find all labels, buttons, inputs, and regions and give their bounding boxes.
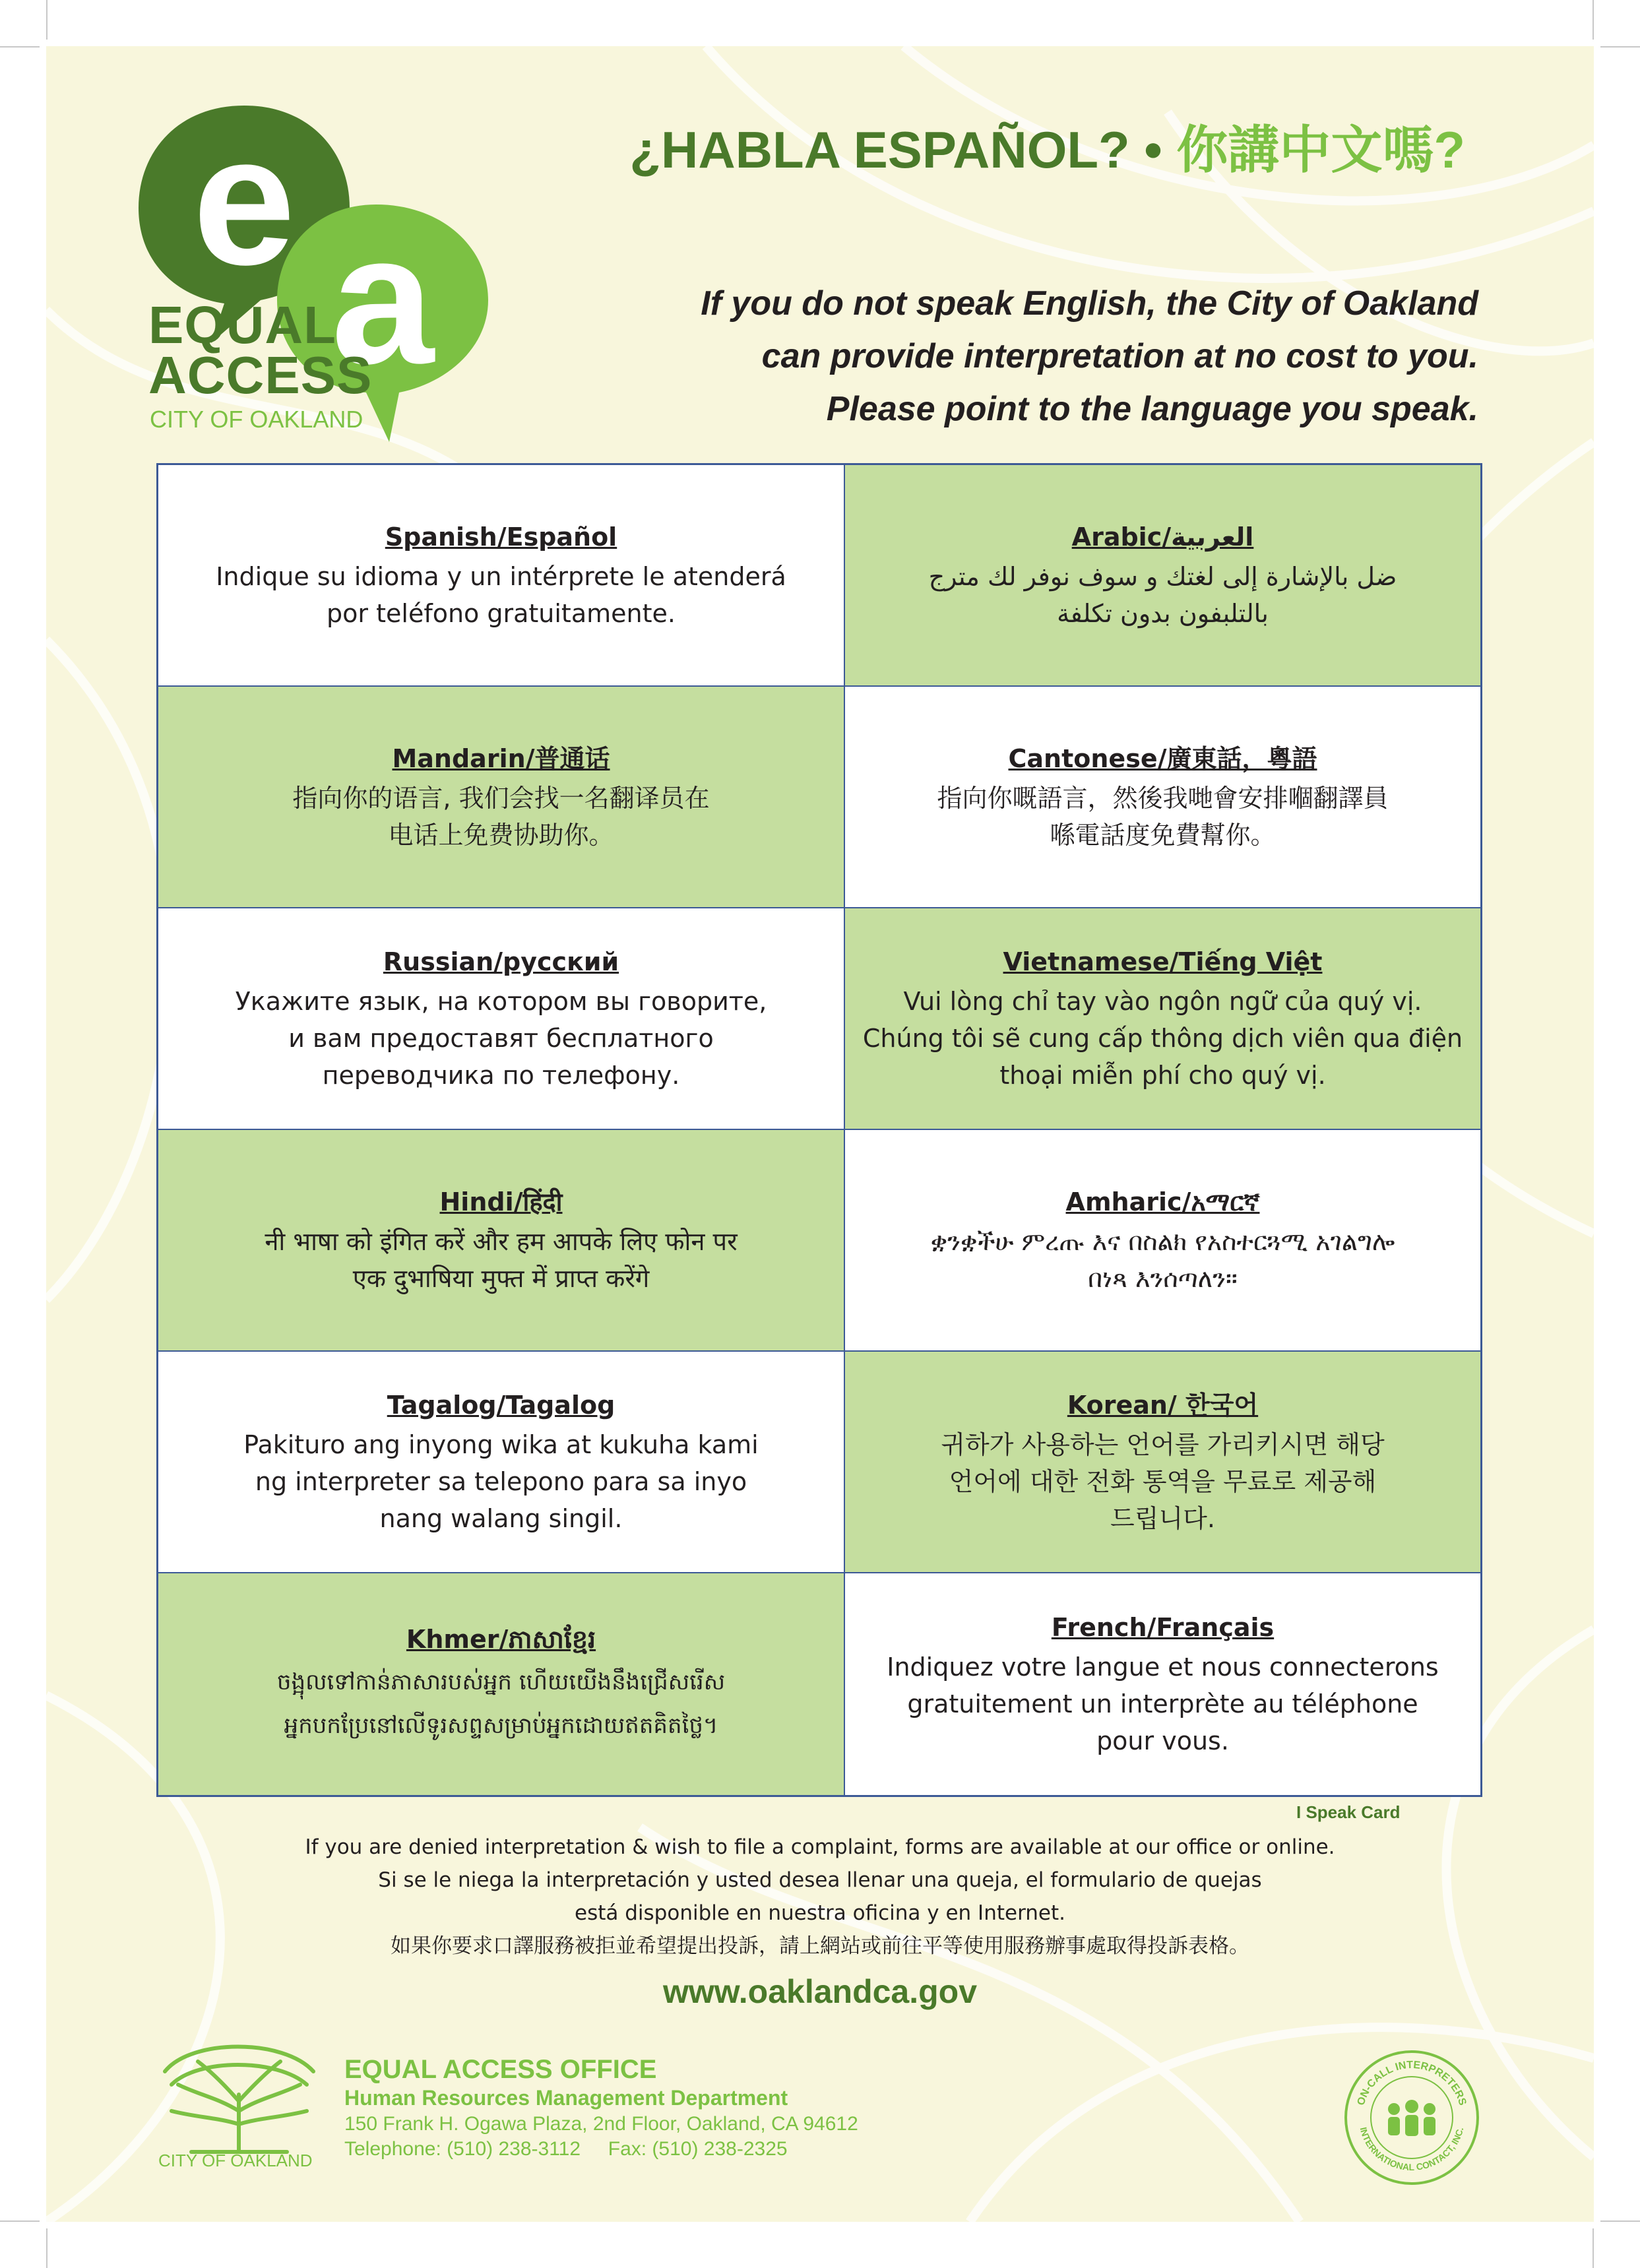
intro-line: can provide interpretation at no cost to you. bbox=[761, 337, 1478, 375]
office-info bbox=[344, 2055, 858, 2162]
logo-line1: EQUAL bbox=[148, 296, 336, 354]
website-link[interactable]: www.oaklandca.gov bbox=[662, 1973, 978, 2010]
language-cell-korean[interactable] bbox=[845, 1352, 1480, 1573]
title-separator: • bbox=[1144, 121, 1162, 179]
language-message: नी भाषा को इंगित करें और हम आपके लिए फोन पर एक दुभाषिया मुफ्त में प्राप्त करेंगे bbox=[265, 1227, 738, 1293]
language-cell-arabic[interactable] bbox=[845, 465, 1480, 687]
oak-tree-icon bbox=[152, 2032, 327, 2164]
office-fax: Fax: (510) 238-2325 bbox=[608, 2138, 788, 2160]
notice-line: Si se le niega la interpretación y usted desea llenar una queja, el formulario de quejas bbox=[378, 1868, 1262, 1892]
notice-line: está disponible en nuestra oficina y en Internet. bbox=[575, 1901, 1065, 1925]
page-title bbox=[629, 109, 1465, 183]
complaint-notice bbox=[46, 1831, 1594, 1963]
language-message: Pakituro ang inyong wika at kukuha kami ng interpreter sa telepono para sa inyo nang walang singil. bbox=[243, 1430, 759, 1533]
language-label: Tagalog/Tagalog bbox=[387, 1391, 615, 1420]
language-label: Vietnamese/Tiếng Việt bbox=[1003, 947, 1323, 976]
language-label: Hindi/हिंदी bbox=[439, 1187, 563, 1216]
crop-mark bbox=[1593, 0, 1594, 40]
language-label: Cantonese/廣東話，粵語 bbox=[1008, 744, 1317, 773]
language-message: 귀하가 사용하는 언어를 가리키시면 해당 언어에 대한 전화 통역을 무료로 제공해 드립니다. bbox=[941, 1430, 1385, 1533]
office-address: 150 Frank H. Ogawa Plaza, 2nd Floor, Oakland, CA 94612 bbox=[344, 2113, 858, 2135]
language-cell-russian[interactable] bbox=[158, 908, 845, 1130]
language-message: ចង្អុលទៅកាន់ភាសារបស់អ្នក ហើយយើងនឹងជ្រើសរើស អ្នកបកប្រែនៅលើទូរសព្ទសម្រាប់អ្នកដោយឥតគិតថ្លៃ។ bbox=[276, 1669, 726, 1739]
crop-mark bbox=[46, 0, 47, 40]
language-cell-tagalog[interactable] bbox=[158, 1352, 845, 1573]
language-message: ቋንቋችሁ ምረጡ እና በስልክ የአስተርጓሚ አገልግሎ በነጻ እንሰጣለን። bbox=[930, 1227, 1395, 1293]
language-label: Mandarin/普通话 bbox=[392, 744, 610, 773]
logo-line2: ACCESS bbox=[148, 346, 373, 404]
language-label: Korean/ 한국어 bbox=[1067, 1391, 1259, 1420]
language-message: Indique su idioma y un intérprete le atenderá por teléfono gratuitamente. bbox=[216, 562, 786, 628]
language-cell-french[interactable] bbox=[845, 1573, 1480, 1795]
crop-mark bbox=[1593, 2228, 1594, 2268]
office-title: EQUAL ACCESS OFFICE bbox=[344, 2055, 657, 2084]
logo-letter-a: a bbox=[331, 197, 434, 402]
language-cell-vietnamese[interactable] bbox=[845, 908, 1480, 1130]
office-phone-fax bbox=[344, 2137, 858, 2162]
interpreter-seal-icon bbox=[1342, 2048, 1481, 2187]
office-telephone: Telephone: (510) 238-3112 bbox=[344, 2138, 581, 2160]
seal-bottom-text: INTERNATIONAL CONTACT, INC. bbox=[1358, 2126, 1466, 2173]
intro-text bbox=[701, 277, 1478, 435]
seal-top-text: ON-CALL INTERPRETERS bbox=[1355, 2059, 1468, 2107]
crop-mark bbox=[0, 2221, 40, 2222]
language-message: 指向你的语言, 我们会找一名翻译员在 电话上免费协助你。 bbox=[292, 784, 710, 850]
logo-title bbox=[148, 296, 373, 404]
notice-line: 如果你要求口譯服務被拒並希望提出投訴，請上網站或前往平等使用服務辦事處取得投訴表格。 bbox=[391, 1934, 1249, 1958]
notice-line: If you are denied interpretation & wish to file a complaint, forms are available at our office or online. bbox=[305, 1835, 1335, 1859]
crop-mark bbox=[1600, 2221, 1640, 2222]
crop-mark bbox=[0, 46, 40, 47]
language-message: Indiquez votre langue et nous connecterons gratuitement un interprète au téléphone pour vous. bbox=[887, 1653, 1439, 1755]
language-label: French/Français bbox=[1051, 1613, 1275, 1642]
crop-mark bbox=[46, 2228, 47, 2268]
language-message: Укажите язык, на котором вы говорите, и вам предоставят бесплатного переводчика по телефону. bbox=[235, 987, 767, 1090]
language-label: Arabic/العربية bbox=[1071, 522, 1254, 551]
card-label: I Speak Card bbox=[1296, 1802, 1401, 1822]
language-cell-mandarin[interactable] bbox=[158, 687, 845, 908]
office-department: Human Resources Management Department bbox=[344, 2086, 788, 2110]
title-chinese: 你講中文嗎? bbox=[1176, 121, 1465, 179]
language-cell-cantonese[interactable] bbox=[845, 687, 1480, 908]
language-label: Khmer/ភាសាខ្មែរ bbox=[406, 1625, 596, 1654]
city-of-oakland-label: CITY OF OAKLAND bbox=[158, 2151, 313, 2170]
crop-mark bbox=[1600, 46, 1640, 47]
language-cell-spanish[interactable] bbox=[158, 465, 845, 687]
language-label: Spanish/Español bbox=[385, 522, 617, 551]
logo-subtitle: CITY OF OAKLAND bbox=[150, 406, 363, 433]
intro-line: If you do not speak English, the City of Oakland bbox=[701, 284, 1478, 323]
title-spanish: ¿HABLA ESPAÑOL? bbox=[629, 121, 1130, 179]
logo-letter-e: e bbox=[193, 99, 296, 303]
language-cell-amharic[interactable] bbox=[845, 1130, 1480, 1352]
language-message: 指向你嘅語言，然後我哋會安排嗰翻譯員 喺電話度免費幫你。 bbox=[937, 784, 1389, 850]
language-label: Amharic/አማርኛ bbox=[1065, 1187, 1260, 1216]
language-message: ضل بالإشارة إلى لغتك و سوف نوفر لك مترج بالتلبفون بدون تكلفة bbox=[928, 562, 1397, 628]
language-cell-hindi[interactable] bbox=[158, 1130, 845, 1352]
language-label: Russian/русский bbox=[383, 947, 619, 976]
flyer-page bbox=[46, 46, 1594, 2222]
language-cell-khmer[interactable] bbox=[158, 1573, 845, 1795]
intro-line: Please point to the language you speak. bbox=[826, 390, 1478, 428]
language-grid bbox=[156, 463, 1482, 1797]
language-message: Vui lòng chỉ tay vào ngôn ngữ của quý vị. Chúng tôi sẽ cung cấp thông dịch viên qua điện thoại miễn phí cho quý vị. bbox=[862, 987, 1463, 1090]
